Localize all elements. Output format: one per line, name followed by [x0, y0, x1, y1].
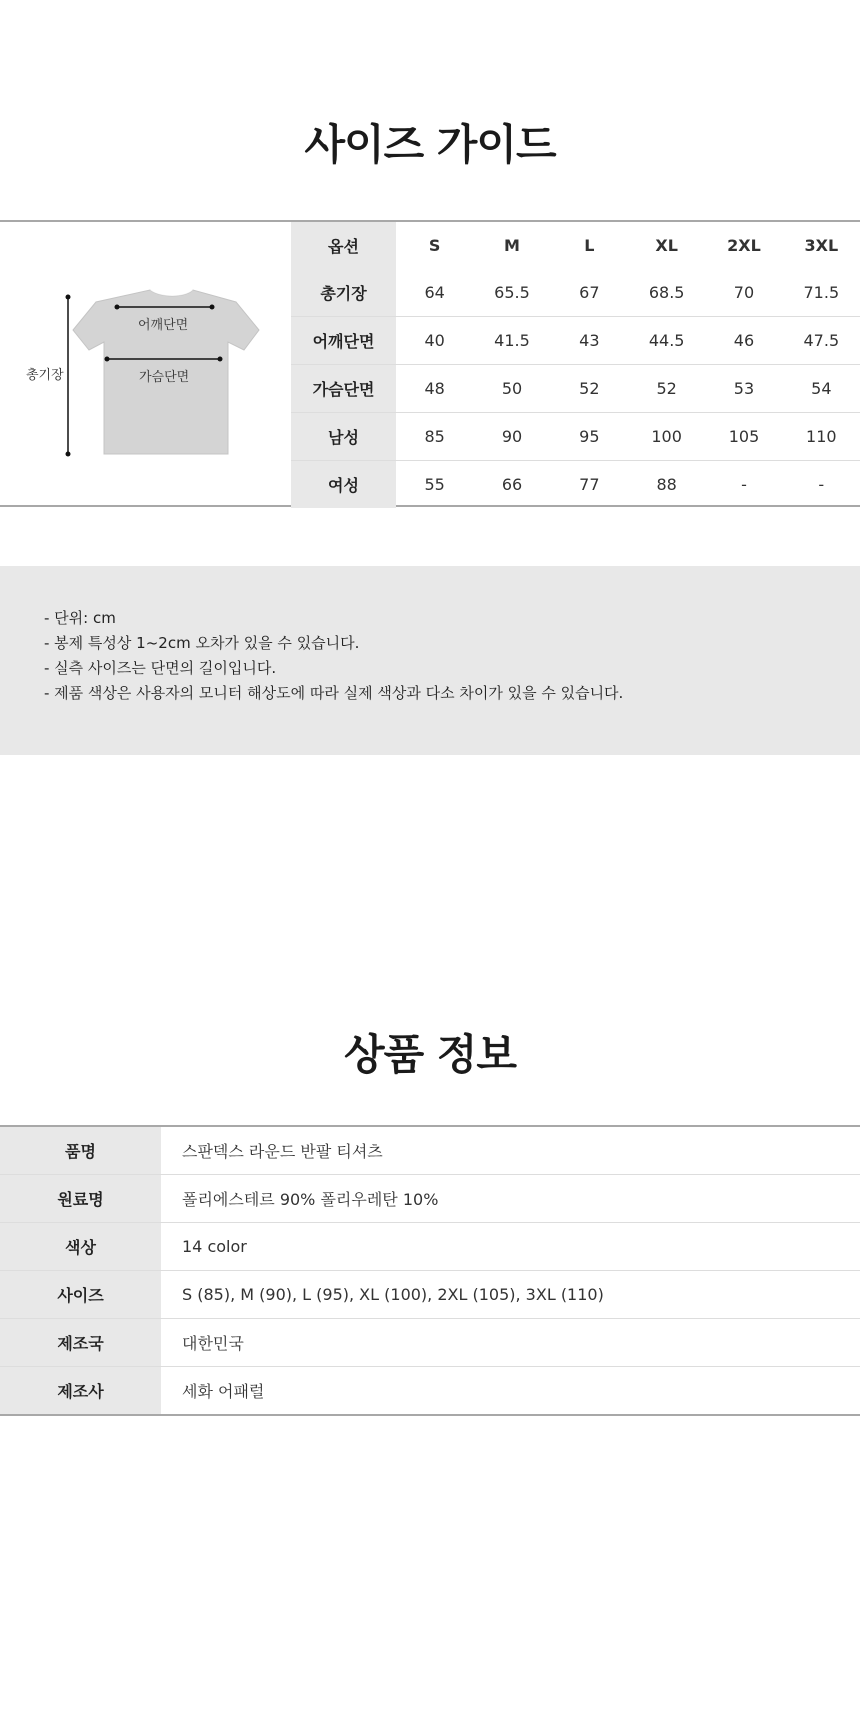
size-value: 64: [396, 269, 473, 317]
info-value: 폴리에스테르 90% 폴리우레탄 10%: [161, 1175, 860, 1223]
size-value: 46: [705, 317, 782, 365]
size-row-women: [291, 461, 860, 509]
size-value: 53: [705, 365, 782, 413]
size-value: 47.5: [783, 317, 860, 365]
note-tolerance: - 봉제 특성상 1~2cm 오차가 있을 수 있습니다.: [44, 634, 360, 652]
size-value: 105: [705, 413, 782, 461]
size-value: 68.5: [628, 269, 705, 317]
size-row-shoulder: [291, 317, 860, 365]
size-value: 54: [783, 365, 860, 413]
size-row-chest: [291, 365, 860, 413]
row-label: 어깨단면: [291, 317, 396, 365]
size-value: -: [741, 475, 747, 494]
info-value: 세화 어패럴: [182, 1382, 265, 1401]
info-value: 스판덱스 라운드 반팔 티셔츠: [161, 1126, 860, 1175]
info-row-country: [0, 1319, 860, 1367]
shirt-diagram: [0, 222, 291, 505]
size-header-2xl: 2XL: [727, 236, 761, 255]
size-header-s: S: [428, 236, 441, 255]
row-label: 여성: [291, 461, 396, 509]
info-row-material: [0, 1175, 860, 1223]
size-header-l: L: [584, 236, 595, 255]
size-header-xl: XL: [655, 236, 678, 255]
size-value: 65.5: [473, 269, 550, 317]
info-label: 제조사: [0, 1367, 161, 1416]
info-label: 사이즈: [0, 1271, 161, 1319]
size-value: 95: [551, 413, 628, 461]
option-header: 옵션: [291, 222, 396, 269]
note-measurement: - 실측 사이즈는 단면의 길이입니다.: [44, 659, 277, 677]
size-value: 110: [783, 413, 860, 461]
size-value: 52: [628, 365, 705, 413]
size-value: 40: [396, 317, 473, 365]
size-header-row: [291, 222, 860, 269]
size-value: 66: [501, 475, 523, 494]
info-value: 대한민국: [161, 1319, 860, 1367]
size-value: 71.5: [783, 269, 860, 317]
size-value: 52: [551, 365, 628, 413]
row-label: 남성: [291, 413, 396, 461]
size-notes-box: [0, 566, 860, 755]
info-value: 14 color: [161, 1223, 860, 1271]
size-guide-section: [0, 220, 860, 507]
info-row-name: [0, 1126, 860, 1175]
size-value: 50: [473, 365, 550, 413]
size-row-men: [291, 413, 860, 461]
size-value: 77: [579, 475, 600, 494]
size-value: 55: [424, 475, 445, 494]
info-row-color: [0, 1223, 860, 1271]
size-value: 44.5: [628, 317, 705, 365]
shoulder-label: 어깨단면: [138, 318, 189, 333]
size-guide-title: 사이즈 가이드: [304, 120, 556, 169]
total-length-label: 총기장: [26, 368, 64, 383]
note-color: - 제품 색상은 사용자의 모니터 해상도에 따라 실제 색상과 다소 차이가 있을 수 있습니다.: [44, 684, 624, 702]
size-header-3xl: 3XL: [804, 236, 839, 255]
size-value: 85: [396, 413, 473, 461]
size-header-m: M: [504, 236, 520, 255]
info-label: 품명: [0, 1126, 161, 1175]
info-row-manufacturer: [0, 1367, 860, 1416]
row-label: 총기장: [291, 269, 396, 317]
note-unit: - 단위: cm: [44, 609, 116, 627]
size-value: 67: [551, 269, 628, 317]
size-value: 88: [656, 475, 677, 494]
product-info-table: [0, 1125, 860, 1416]
size-value: 100: [628, 413, 705, 461]
row-label: 가슴단면: [291, 365, 396, 413]
size-table: [291, 222, 860, 508]
size-value: -: [818, 475, 825, 494]
size-value: 43: [551, 317, 628, 365]
info-label: 색상: [0, 1223, 161, 1271]
size-value: 48: [396, 365, 473, 413]
product-info-title: 상품 정보: [344, 1030, 516, 1079]
size-value: 41.5: [473, 317, 550, 365]
info-row-size: [0, 1271, 860, 1319]
info-value: S (85), M (90), L (95), XL (100), 2XL (105), 3XL (110): [161, 1271, 860, 1319]
info-label: 제조국: [0, 1319, 161, 1367]
chest-label: 가슴단면: [139, 370, 190, 385]
size-row-total-length: [291, 269, 860, 317]
info-label: 원료명: [0, 1175, 161, 1223]
size-value: 90: [473, 413, 550, 461]
size-value: 70: [705, 269, 782, 317]
